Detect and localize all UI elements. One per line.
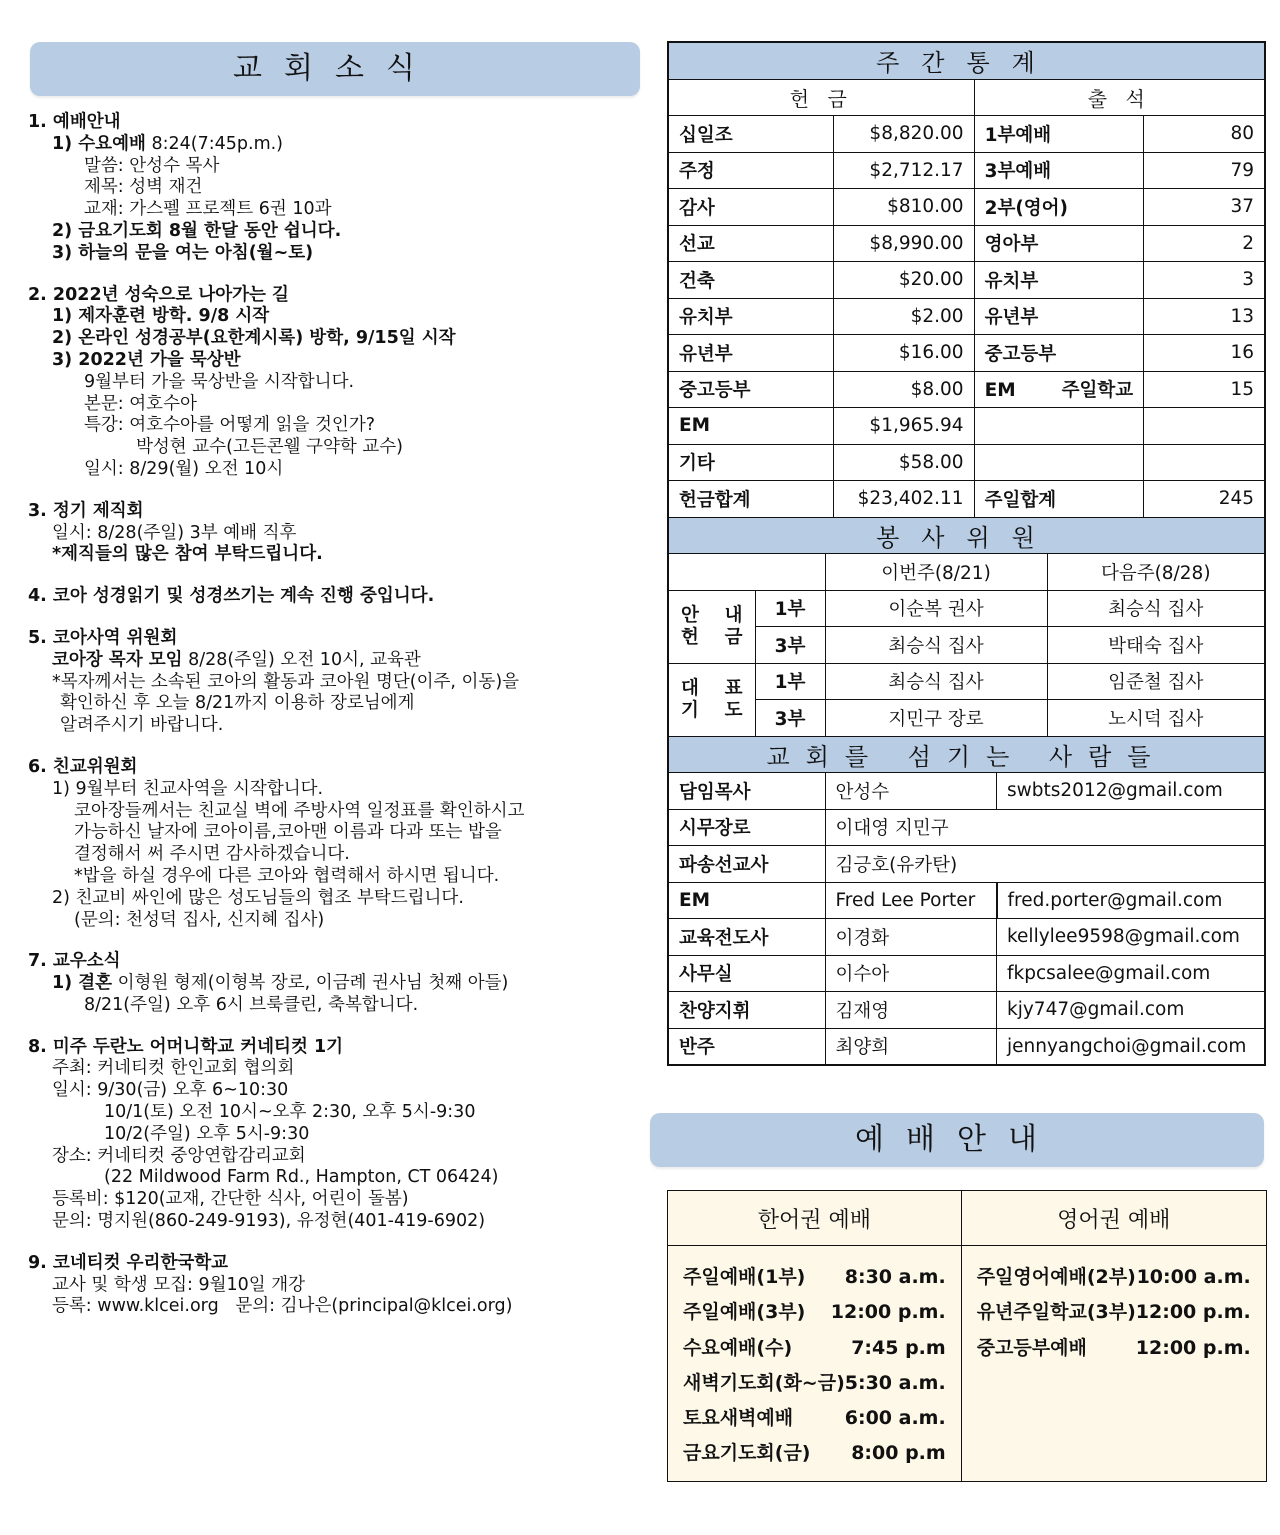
item-line: 3) 하늘의 문을 여는 아침(월~토) (52, 242, 314, 263)
item-line: (22 Mildwood Farm Rd., Hampton, CT 06424) (104, 1167, 499, 1188)
table-row: 시무장로 이대영 지민구 (669, 809, 1264, 846)
staff-table (669, 773, 1264, 1064)
item-line: 특강: 여호수아를 어떻게 읽을 것인가? (84, 415, 376, 436)
item-line: 알려주시기 바랍니다. (60, 715, 224, 736)
section-heading: 7. 교우소식 (28, 951, 121, 972)
volunteers-title: 봉사위원 (668, 517, 1265, 554)
item-line: 8/21(주일) 오후 6시 브룩클린, 축복합니다. (84, 994, 419, 1015)
table-row: EM $1,965.94 (668, 408, 1265, 445)
list-item: 새벽기도회(화~금) 5:30 a.m. (683, 1371, 946, 1394)
item-line: 1) 9월부터 친교사역을 시작합니다. (52, 778, 324, 799)
item-label: 1) 수요예배 (52, 133, 146, 154)
item-line: 1) 제자훈련 방학. 9/8 시작 (52, 306, 270, 327)
table-row-total: 헌금합계 $23,402.11 주일합계 245 (668, 481, 1265, 518)
item-line: 2) 금요기도회 8월 한달 동안 쉽니다. (52, 220, 342, 241)
table-row: 담임목사 안성수 swbts2012@gmail.com (669, 773, 1264, 809)
table-row: 사무실 이수아 fkpcsalee@gmail.com (669, 955, 1264, 992)
item-line: 교재: 가스펠 프로젝트 6권 10과 (84, 199, 332, 220)
table-row: 찬양지휘 김재영 kjy747@gmail.com (669, 992, 1264, 1029)
item-line: 2) 온라인 성경공부(요한계시록) 방학, 9/15일 시작 (52, 328, 456, 349)
item-line: 등록: www.klcei.org 문의: 김나은(principal@klcei.org) (52, 1296, 513, 1317)
table-row: EM Fred Lee Porter fred.porter@gmail.com (669, 882, 1264, 919)
item-line: 제목: 성벽 재건 (84, 177, 203, 198)
item-line: 9월부터 가을 묵상반을 시작합니다. (84, 371, 355, 392)
table-row: 십일조 $8,820.00 1부예배 80 (668, 116, 1265, 153)
list-item: 유년주일학교(3부) 12:00 p.m. (976, 1301, 1251, 1324)
item-line: 말씀: 안성수 목사 (84, 155, 220, 176)
news-section-7 (28, 951, 643, 1016)
list-item: 주일영어예배(2부) 10:00 a.m. (976, 1266, 1251, 1288)
section-heading: 5. 코아사역 위원회 (28, 627, 178, 648)
next-week-header: 다음주(8/28) (1047, 554, 1264, 590)
item-line: *목자께서는 소속된 코아의 활동과 코아원 명단(이주, 이동)을 (52, 671, 520, 692)
table-row: 감사 $810.00 2부(영어) 37 (668, 189, 1265, 226)
item-line: *밥을 하실 경우에 다른 코아와 협력해서 하시면 됩니다. (74, 865, 500, 886)
section-heading: 6. 친교위원회 (28, 756, 138, 777)
church-news-banner: 교회소식 (30, 42, 640, 96)
table-row: 주정 $2,712.17 3부예배 79 (668, 152, 1265, 189)
item-line: 코아장들께서는 친교실 벽에 주방사역 일정표를 확인하시고 (74, 800, 525, 821)
attendance-header: 출 석 (974, 79, 1265, 116)
table-row: 중고등부 $8.00 EM 주일학교 15 (668, 371, 1265, 408)
weekly-stats-table (667, 41, 1266, 1066)
item-line: 결정해서 써 주시면 감사하겠습니다. (74, 844, 350, 865)
list-item: 수요예배(수) 7:45 p.m (683, 1336, 946, 1359)
item-line: 10/1(토) 오전 10시~오후 2:30, 오후 5시-9:30 (104, 1102, 476, 1123)
table-row: 기타 $58.00 (668, 444, 1265, 481)
table-row: 대 표 기 도 1부 최승식 집사 임준철 집사 (669, 663, 1264, 700)
item-label: 1) 결혼 (52, 973, 113, 994)
item-line: 2) 친교비 싸인에 많은 성도님들의 협조 부탁드립니다. (52, 887, 464, 908)
table-row: 3부 최승식 집사 박태숙 집사 (669, 627, 1264, 664)
item-value: 이형원 형제(이형복 장로, 이금례 권사님 첫째 아들) (117, 973, 509, 994)
item-line: 가능하신 날자에 코아이름,코아맨 이름과 다과 또는 밥을 (74, 822, 502, 843)
item-line: 등록비: $120(교재, 간단한 식사, 어린이 돌봄) (52, 1189, 409, 1210)
volunteers-table (669, 554, 1264, 736)
section-heading: 3. 정기 제직회 (28, 500, 144, 521)
table-row: 선교 $8,990.00 영아부 2 (668, 225, 1265, 262)
news-section-3 (28, 501, 643, 566)
offering-header: 헌 금 (668, 79, 974, 116)
news-section-4 (28, 586, 643, 608)
item-value: 8/28(주일) 오전 10시, 교육관 (188, 649, 421, 670)
item-line: 3) 2022년 가을 묵상반 (52, 349, 241, 370)
item-label: 코아장 목자 모임 (52, 649, 183, 670)
korean-worship-header: 한어권 예배 (668, 1191, 962, 1246)
item-line: 박성현 교수(고든콘웰 구약학 교수) (136, 437, 404, 458)
item-line: 본문: 여호수아 (84, 393, 197, 414)
list-item: 토요새벽예배 6:00 a.m. (683, 1407, 946, 1430)
worship-schedule-table (667, 1190, 1267, 1482)
list-item: 주일예배(3부) 12:00 p.m. (683, 1301, 946, 1324)
item-line: 문의: 명지원(860-249-9193), 유정현(401-419-6902) (52, 1211, 486, 1232)
section-heading: 8. 미주 두란노 어머니학교 커네티컷 1기 (28, 1036, 344, 1057)
table-row: 유년부 $16.00 중고등부 16 (668, 335, 1265, 372)
weekly-stats-title: 주간통계 (668, 42, 1265, 79)
item-line: 일시: 8/28(주일) 3부 예배 직후 (52, 522, 297, 543)
korean-worship-list (668, 1246, 962, 1482)
table-row: 반주 최양희 jennyangchoi@gmail.com (669, 1028, 1264, 1064)
item-line: 10/2(주일) 오후 5시-9:30 (104, 1123, 310, 1144)
table-row: 유치부 $2.00 유년부 13 (668, 298, 1265, 335)
news-section-6 (28, 757, 643, 931)
news-section-1 (28, 112, 643, 265)
table-row: 3부 지민구 장로 노시덕 집사 (669, 700, 1264, 736)
this-week-header: 이번주(8/21) (825, 554, 1047, 590)
english-worship-header: 영어권 예배 (961, 1191, 1266, 1246)
item-line: 일시: 8/29(월) 오전 10시 (84, 458, 284, 479)
section-heading: 4. 코아 성경읽기 및 성경쓰기는 계속 진행 중입니다. (28, 586, 435, 607)
item-line: 주최: 커네티컷 한인교회 협의회 (52, 1058, 295, 1079)
staff-title: 교회를 섬기는 사람들 (668, 736, 1265, 773)
section-heading: 1. 예배안내 (28, 112, 121, 132)
item-line: (문의: 천성덕 집사, 신지혜 집사) (74, 909, 325, 930)
item-line: 장소: 커네티컷 중앙연합감리교회 (52, 1145, 306, 1166)
church-news (28, 112, 643, 1338)
english-worship-list (961, 1246, 1266, 1482)
news-section-8 (28, 1037, 643, 1233)
news-section-9 (28, 1253, 643, 1318)
section-heading: 2. 2022년 성숙으로 나아가는 길 (28, 284, 289, 305)
item-line: *제직들의 많은 참여 부탁드립니다. (52, 544, 323, 565)
list-item: 금요기도회(금) 8:00 p.m (683, 1442, 946, 1465)
item-value: 8:24(7:45p.m.) (151, 133, 284, 154)
table-row: 교육전도사 이경화 kellylee9598@gmail.com (669, 919, 1264, 956)
item-line: 확인하신 후 오늘 8/21까지 이용하 장로님에게 (60, 693, 415, 714)
item-line: 교사 및 학생 모집: 9월10일 개강 (52, 1274, 306, 1295)
list-item: 중고등부예배 12:00 p.m. (976, 1336, 1251, 1359)
table-row: 파송선교사 김긍호(유카탄) (669, 846, 1264, 883)
list-item: 주일예배(1부) 8:30 a.m. (683, 1266, 946, 1288)
worship-guide-banner: 예배안내 (650, 1113, 1264, 1167)
table-row: 안 내 헌 금 1부 이순복 권사 최승식 집사 (669, 590, 1264, 627)
news-section-5 (28, 628, 643, 737)
item-line: 일시: 9/30(금) 오후 6~10:30 (52, 1080, 289, 1101)
table-row: 건축 $20.00 유치부 3 (668, 262, 1265, 299)
section-heading: 9. 코네티컷 우리한국학교 (28, 1252, 229, 1273)
news-section-2 (28, 285, 643, 481)
